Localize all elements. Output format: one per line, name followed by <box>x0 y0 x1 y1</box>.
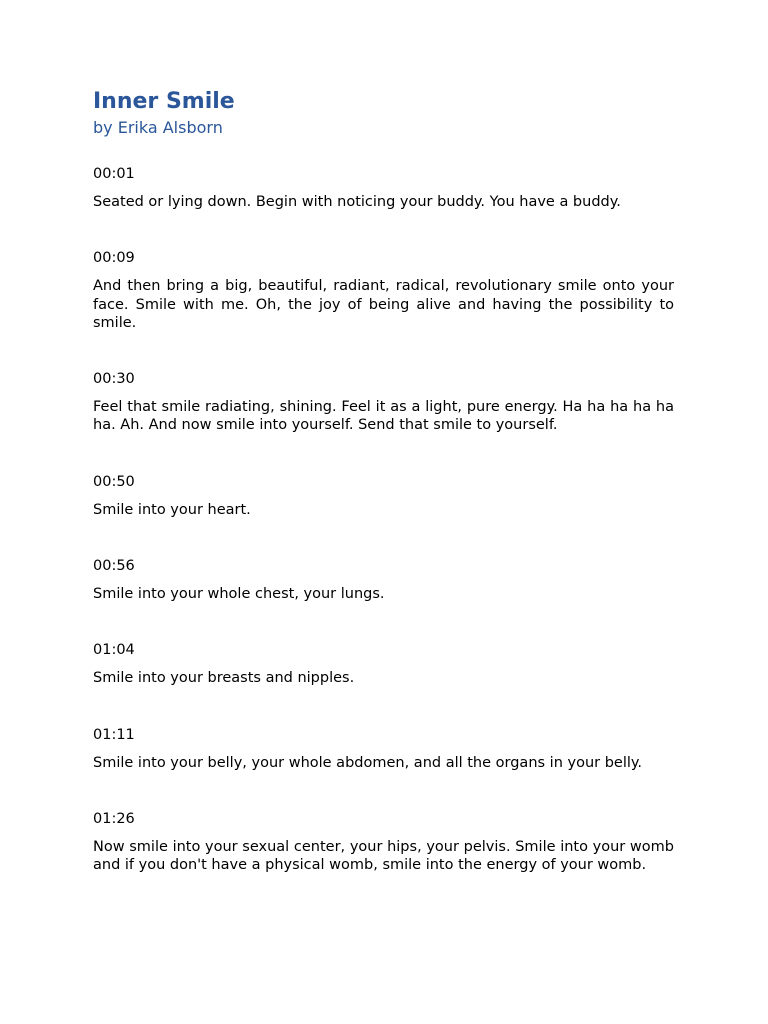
document-title: Inner Smile <box>93 89 235 114</box>
entry-timestamp: 00:09 <box>93 250 135 267</box>
entry-text: Smile into your breasts and nipples. <box>93 670 355 687</box>
transcript-entry <box>93 641 674 687</box>
entry-text: Seated or lying down. Begin with noticing your buddy. You have a buddy. <box>93 194 621 210</box>
entry-timestamp: 00:01 <box>93 166 135 182</box>
transcript-entry <box>93 557 674 603</box>
entry-text: Smile into your belly, your whole abdomen, and all the organs in your belly. <box>93 754 643 771</box>
entry-text: And then bring a big, beautiful, radiant, radical, revolutionary smile onto your face. Smile with me. Oh, the joy of being alive and having the possibility to smile. <box>93 278 674 331</box>
transcript-entry <box>93 249 674 332</box>
transcript-entry <box>93 473 674 519</box>
transcript-entry <box>93 165 674 211</box>
entry-timestamp: 00:56 <box>93 558 135 575</box>
entry-text: Smile into your whole chest, your lungs. <box>93 586 385 603</box>
entry-timestamp: 01:11 <box>93 726 135 743</box>
document-author: by Erika Alsborn <box>93 118 223 137</box>
entry-timestamp: 01:04 <box>93 642 135 659</box>
transcript-entry <box>93 726 674 772</box>
document-page <box>93 88 674 875</box>
entry-timestamp: 00:50 <box>93 473 135 490</box>
entry-text: Now smile into your sexual center, your hips, your pelvis. Smile into your womb and if you don't have a physical womb, smile into the energy of your womb. <box>93 838 674 874</box>
entry-text: Smile into your heart. <box>93 501 251 518</box>
entry-timestamp: 01:26 <box>93 810 135 827</box>
transcript-entries <box>93 165 674 875</box>
transcript-entry <box>93 810 674 875</box>
transcript-entry <box>93 370 674 435</box>
entry-timestamp: 00:30 <box>93 371 135 388</box>
entry-text: Feel that smile radiating, shining. Feel it as a light, pure energy. Ha ha ha ha ha ha. Ah. And now smile into yourself. Send that smile to yourself. <box>93 399 674 434</box>
